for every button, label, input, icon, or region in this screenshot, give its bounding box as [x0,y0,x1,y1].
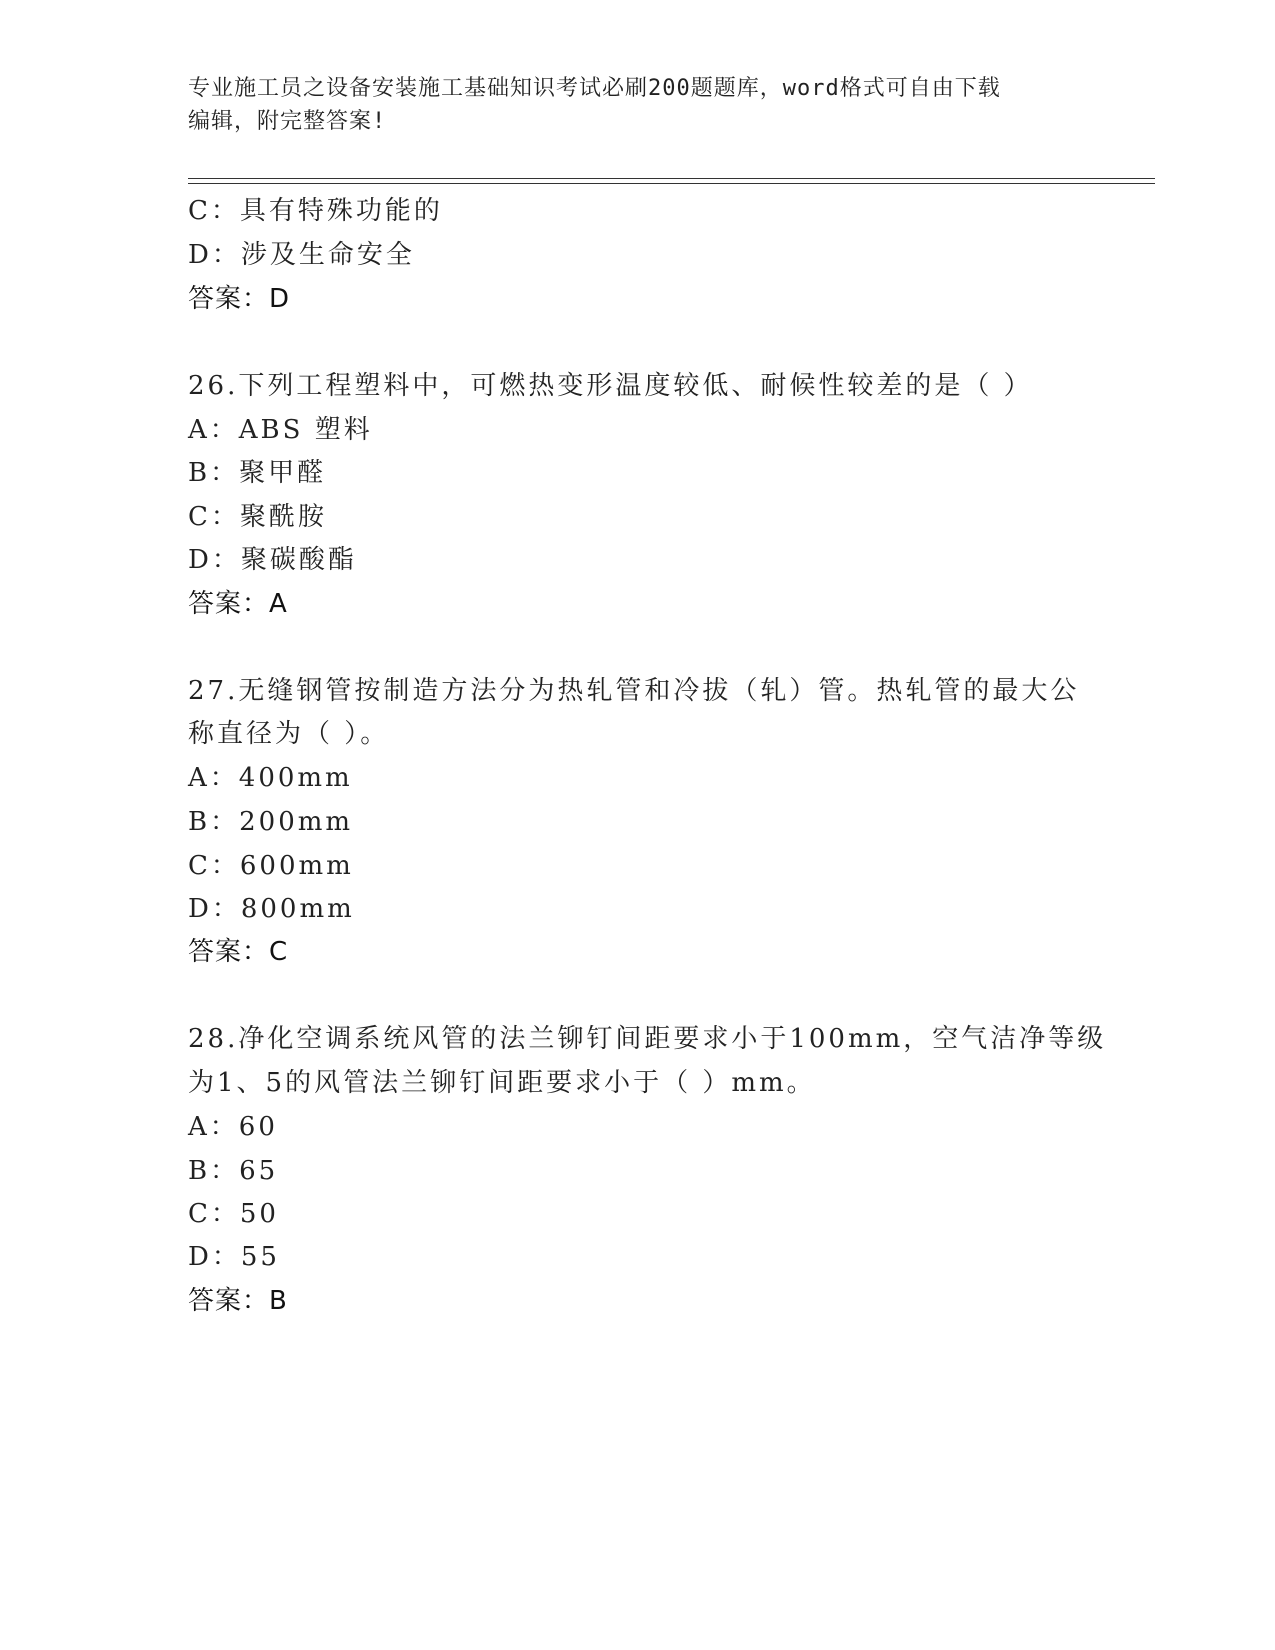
q28-option-c: C：50 [188,1199,279,1229]
header-title-line-2: 编辑，附完整答案! [188,109,387,134]
q28-question-line-1: 28.净化空调系统风管的法兰铆钉间距要求小于100mm，空气洁净等级 [188,1024,1107,1054]
q28-answer: 答案：B [188,1286,288,1316]
q27-question-line-1: 27.无缝钢管按制造方法分为热轧管和冷拔（轧）管。热轧管的最大公 [188,676,1080,706]
q28-option-d: D：55 [188,1242,280,1272]
q25-answer: 答案：D [188,284,291,314]
q27-answer: 答案：C [188,937,289,967]
q27-question-line-2: 称直径为（ ）。 [188,719,390,749]
q26-answer: 答案：A [188,589,288,619]
q28-option-a: A：60 [188,1112,278,1142]
q27-option-c: C：600mm [188,851,354,881]
q26-option-d: D：聚碳酸酯 [188,545,357,575]
q26-option-b: B：聚甲醛 [188,458,327,488]
q28-question-line-2: 为1、5的风管法兰铆钉间距要求小于（ ）mm。 [188,1068,816,1098]
header-title-line-1: 专业施工员之设备安装施工基础知识考试必刷200题题库，word格式可自由下载 [188,76,1001,101]
document-header [188,72,1068,138]
q27-option-a: A：400mm [188,763,353,793]
q27-option-d: D：800mm [188,894,355,924]
q26-question: 26.下列工程塑料中，可燃热变形温度较低、耐候性较差的是（ ） [188,371,1033,401]
q25-option-d: D：涉及生命安全 [188,240,415,270]
q26-option-c: C：聚酰胺 [188,502,327,532]
q26-option-a: A：ABS 塑料 [188,415,373,445]
header-divider-top [188,178,1155,179]
q25-option-c: C：具有特殊功能的 [188,196,443,226]
q28-option-b: B：65 [188,1156,279,1186]
header-divider-bottom [188,183,1155,184]
q27-option-b: B：200mm [188,807,354,837]
